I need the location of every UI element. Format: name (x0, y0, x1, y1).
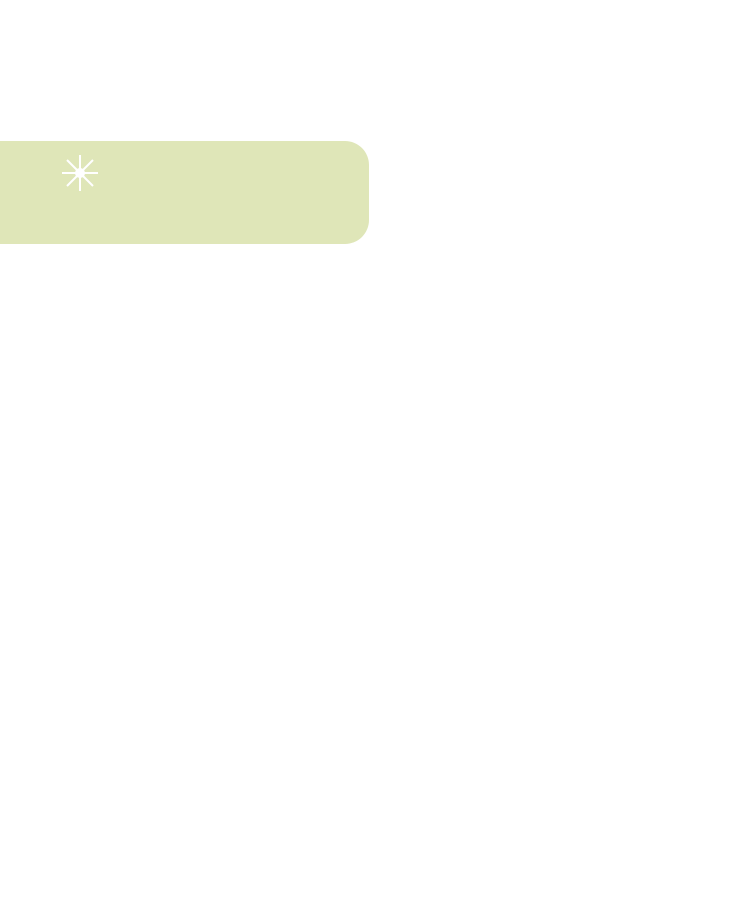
roses-vines-chart (515, 155, 671, 667)
size-marker-lines (530, 662, 690, 682)
hem-chart (410, 466, 472, 534)
ornament-divider (48, 259, 360, 275)
snowflake-icon (60, 153, 100, 193)
stitch-guide-box (0, 141, 369, 244)
